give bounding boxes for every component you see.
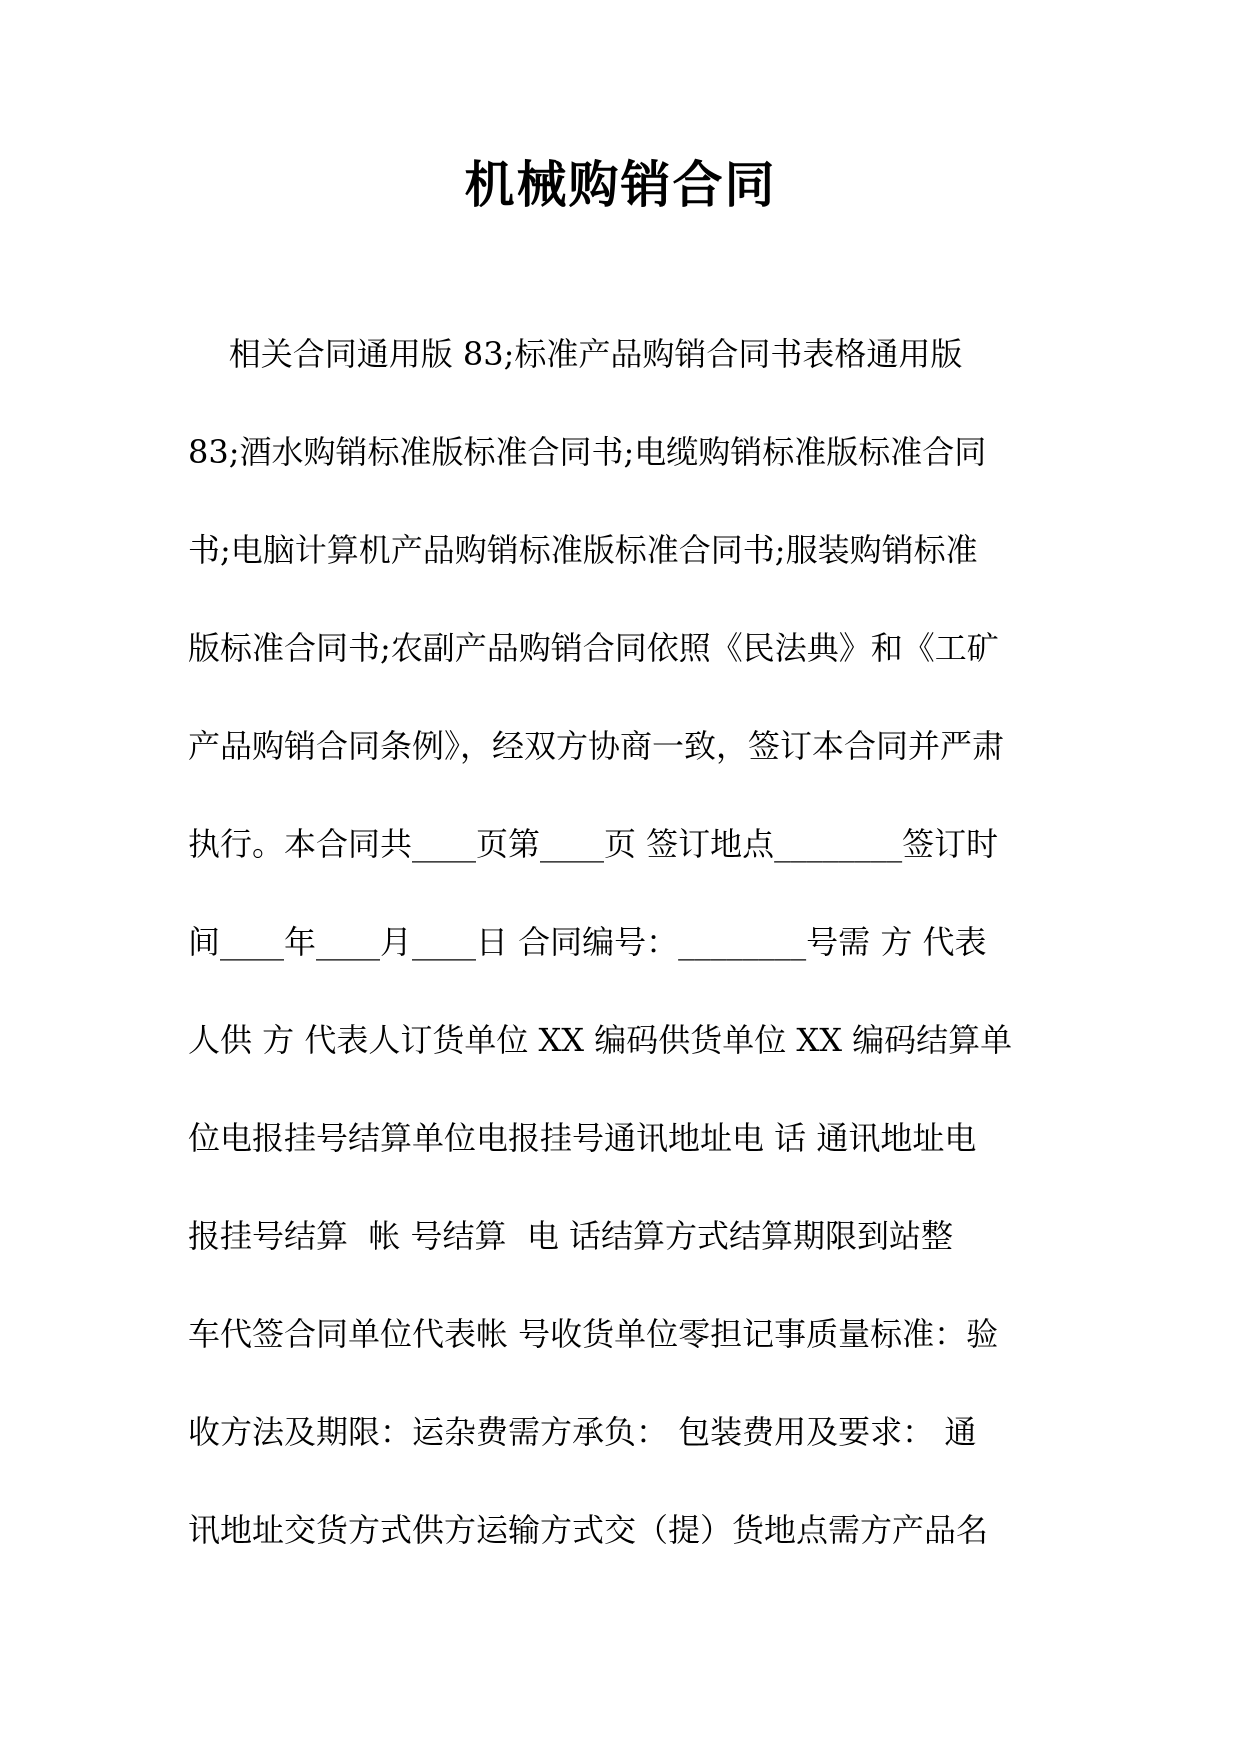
body-line: 间____年____月____日 合同编号：________号需 方 代表 (188, 923, 987, 961)
body-line: 相关合同通用版 83;标准产品购销合同书表格通用版 (188, 335, 963, 373)
body-line: 收方法及期限：运杂费需方承负： 包装费用及要求： 通 (188, 1413, 977, 1451)
body-line: 人供 方 代表人订货单位 XX 编码供货单位 XX 编码结算单 (188, 1021, 1013, 1059)
document-title: 机械购销合同 (464, 156, 777, 214)
body-line: 83;酒水购销标准版标准合同书;电缆购销标准版标准合同 (188, 433, 987, 471)
body-line: 车代签合同单位代表帐 号收货单位零担记事质量标准：验 (188, 1315, 999, 1353)
body-line: 产品购销合同条例》，经双方协商一致，签订本合同并严肃 (188, 727, 1005, 765)
body-line: 版标准合同书;农副产品购销合同依照《民法典》和《工矿 (188, 629, 999, 667)
body-line: 讯地址交货方式供方运输方式交（提）货地点需方产品名 (188, 1511, 989, 1549)
document-body (188, 305, 1046, 1579)
body-line: 报挂号结算 帐 号结算 电 话结算方式结算期限到站整 (188, 1217, 954, 1255)
body-line: 执行。本合同共____页第____页 签订地点________签订时 (188, 825, 999, 863)
body-line: 书;电脑计算机产品购销标准版标准合同书;服装购销标准 (188, 531, 978, 569)
body-line: 位电报挂号结算单位电报挂号通讯地址电 话 通讯地址电 (188, 1119, 977, 1157)
